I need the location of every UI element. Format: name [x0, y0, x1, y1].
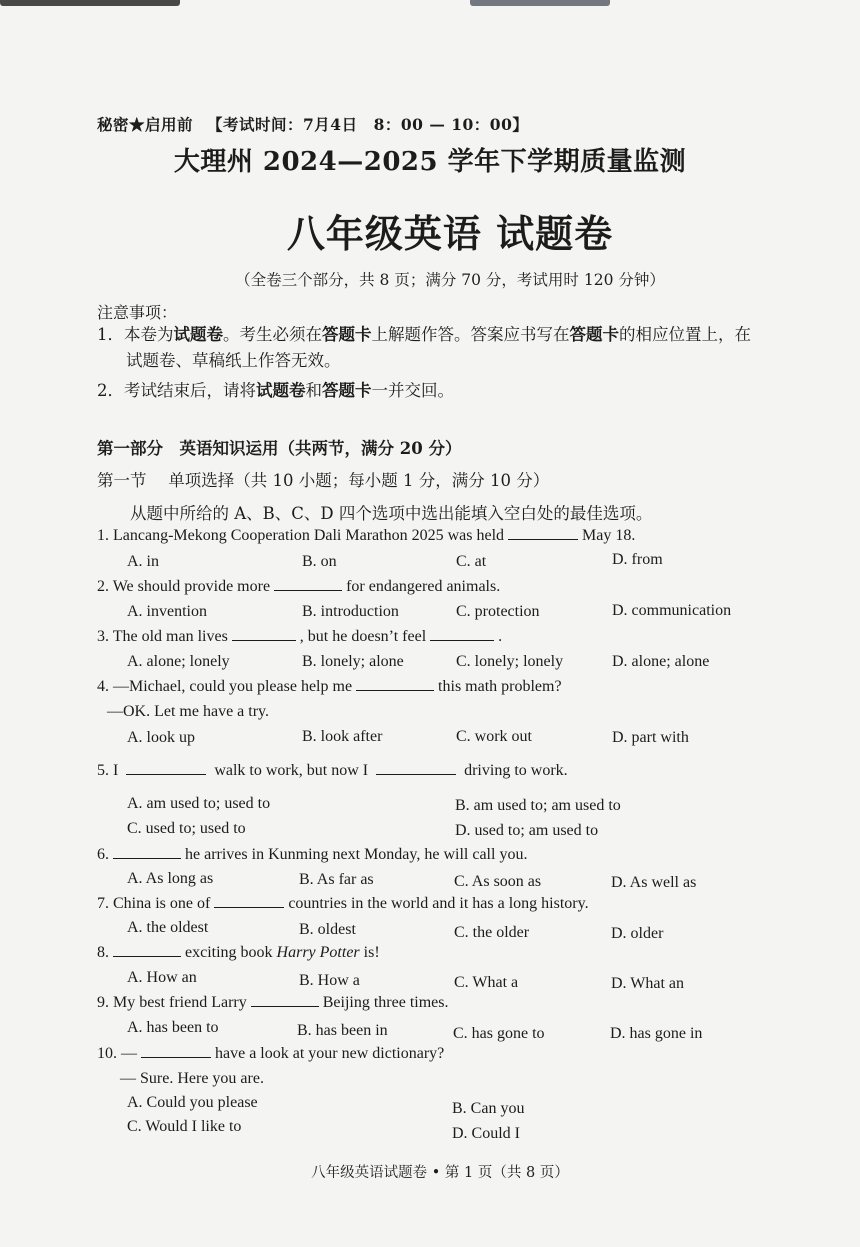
q2-option-b: B. introduction — [302, 603, 399, 620]
q5-option-a: A. am used to; used to — [127, 795, 271, 812]
q4-option-c: C. work out — [456, 728, 532, 745]
confidential-label: 秘密★启用前 — [97, 115, 194, 134]
q4-option-a: A. look up — [127, 729, 195, 746]
q8-option-b: B. How a — [299, 972, 360, 989]
q7-option-a: A. the oldest — [127, 919, 209, 936]
q6-option-d: D. As well as — [611, 874, 697, 891]
page-footer: 八年级英语试题卷 • 第 1 页（共 8 页） — [311, 1165, 569, 1181]
q2-option-a: A. invention — [127, 603, 207, 620]
notice-item-2: 2．考试结束后，请将试题卷和答题卡一并交回。 — [97, 381, 454, 400]
q1-option-a: A. in — [127, 553, 159, 570]
q3-option-c: C. lonely; lonely — [456, 653, 564, 670]
exam-info: （全卷三个部分，共 8 页；满分 70 分，考试用时 120 分钟） — [235, 271, 665, 289]
q10-option-b: B. Can you — [452, 1100, 525, 1117]
q10-option-c: C. Would I like to — [127, 1118, 242, 1135]
q1-option-d: D. from — [612, 551, 663, 568]
q7-option-d: D. older — [611, 925, 664, 942]
q10-option-a: A. Could you please — [127, 1094, 258, 1111]
question-3: 3. The old man lives , but he doesn’t feel . — [97, 628, 503, 645]
question-4-response: —OK. Let me have a try. — [107, 703, 270, 720]
q1-option-b: B. on — [302, 553, 337, 570]
q7-option-c: C. the older — [454, 924, 530, 941]
q3-option-b: B. lonely; alone — [302, 653, 404, 670]
q9-option-c: C. has gone to — [453, 1025, 545, 1042]
q6-option-a: A. As long as — [127, 870, 214, 887]
exam-time: 【考试时间：7月4日 8：00 — 10：00】 — [207, 115, 529, 134]
q2-option-c: C. protection — [456, 603, 540, 620]
question-10: 10. — have a look at your new dictionary? — [97, 1045, 445, 1062]
question-7: 7. China is one of countries in the world and it has a long history. — [97, 895, 589, 912]
q9-option-a: A. has been to — [127, 1019, 219, 1036]
q8-option-d: D. What an — [611, 975, 685, 992]
notice-item-1-cont: 试题卷、草稿纸上作答无效。 — [126, 351, 341, 370]
exam-subject-title: 八年级英语 试题卷 — [286, 211, 614, 256]
question-5: 5. I walk to work, but now I driving to work. — [97, 762, 568, 779]
question-1: 1. Lancang-Mekong Cooperation Dali Marathon 2025 was held May 18. — [97, 527, 636, 544]
q7-option-b: B. oldest — [299, 921, 356, 938]
q5-option-d: D. used to; am used to — [455, 822, 599, 839]
question-2: 2. We should provide more for endangered animals. — [97, 578, 501, 595]
q3-option-a: A. alone; lonely — [127, 653, 230, 670]
question-10-response: — Sure. Here you are. — [120, 1070, 264, 1087]
exam-title: 大理州 2024—2025 学年下学期质量监测 — [173, 147, 687, 177]
notice-heading: 注意事项： — [97, 303, 178, 322]
q8-option-c: C. What a — [454, 974, 519, 991]
section-1-instruction: 从题中所给的 A、B、C、D 四个选项中选出能填入空白处的最佳选项。 — [130, 504, 653, 523]
q5-option-b: B. am used to; am used to — [455, 797, 621, 814]
part-1-title: 第一部分 英语知识运用（共两节，满分 20 分） — [97, 439, 462, 458]
q10-option-d: D. Could I — [452, 1125, 520, 1142]
q8-option-a: A. How an — [127, 969, 197, 986]
question-6: 6. he arrives in Kunming next Monday, he will call you. — [97, 846, 528, 863]
q9-option-b: B. has been in — [297, 1022, 388, 1039]
q9-option-d: D. has gone in — [610, 1025, 703, 1042]
question-8: 8. exciting book Harry Potter is! — [97, 944, 380, 961]
q5-option-c: C. used to; used to — [127, 820, 246, 837]
question-9: 9. My best friend Larry Beijing three times. — [97, 994, 449, 1011]
question-4: 4. —Michael, could you please help me this math problem? — [97, 678, 562, 695]
notice-item-1: 1．本卷为试题卷。考生必须在答题卡上解题作答。答案应书写在答题卡的相应位置上，在 — [97, 325, 751, 344]
section-1-title: 第一节 单项选择（共 10 小题；每小题 1 分，满分 10 分） — [97, 471, 550, 490]
q6-option-b: B. As far as — [299, 871, 374, 888]
q2-option-d: D. communication — [612, 602, 732, 619]
q4-option-b: B. look after — [302, 728, 383, 745]
q6-option-c: C. As soon as — [454, 873, 542, 890]
q3-option-d: D. alone; alone — [612, 653, 710, 670]
q1-option-c: C. at — [456, 553, 487, 570]
scan-edge-marks — [0, 0, 860, 8]
q4-option-d: D. part with — [612, 729, 689, 746]
exam-header-line — [97, 113, 528, 135]
